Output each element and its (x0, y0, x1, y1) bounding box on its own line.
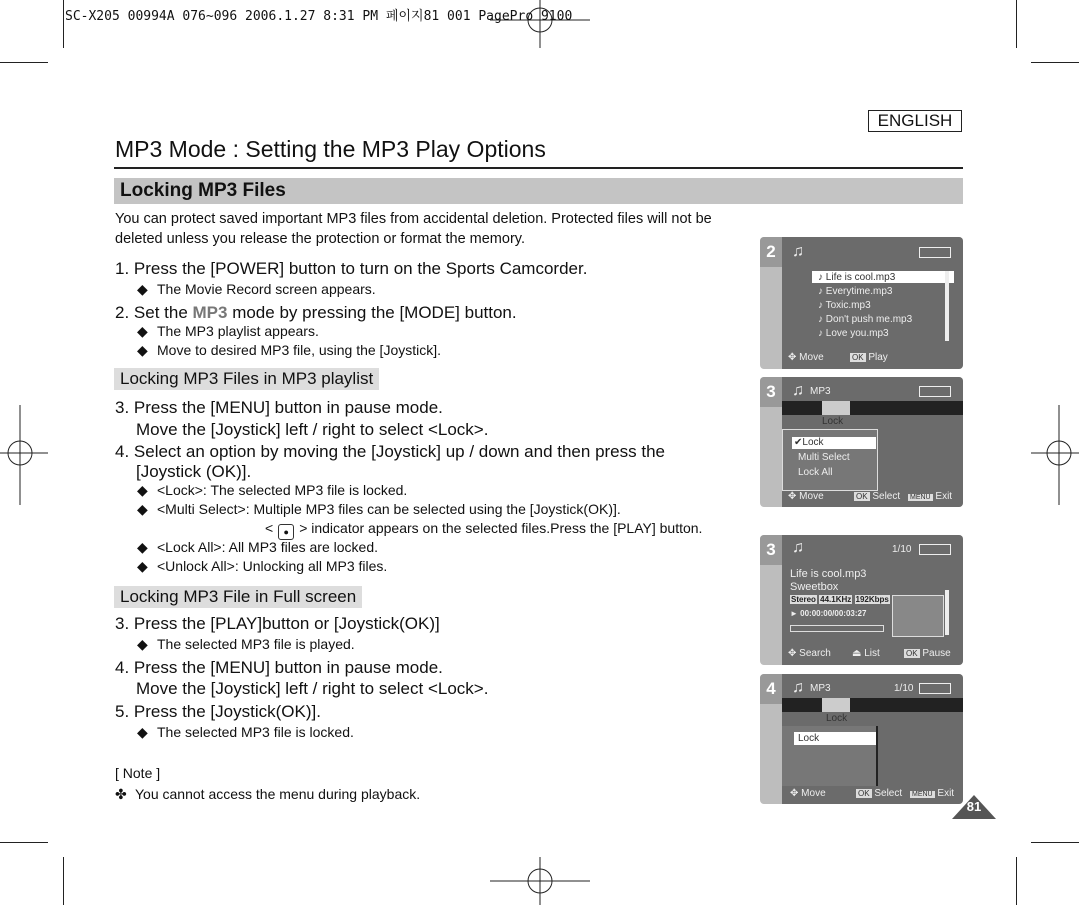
search-hint: ✥ Search (788, 648, 831, 659)
battery-icon (919, 247, 951, 258)
subheading-full-screen: Locking MP3 File in Full screen (114, 586, 362, 608)
music-note-icon: ♫ (792, 679, 804, 696)
menu-option[interactable]: Lock (798, 733, 820, 744)
lock-tab-icon[interactable] (822, 698, 850, 712)
lock-tab-icon[interactable] (822, 401, 850, 415)
select-hint: OK Select (858, 788, 903, 799)
menu-option[interactable]: Multi Select (798, 452, 850, 463)
play-hint: OK Play (852, 352, 888, 363)
option-multi-select-cont: < ● > indicator appears on the selected files.Press the [PLAY] button. (265, 520, 702, 540)
option-unlock-all: ◆ <Unlock All>: Unlocking all MP3 files. (137, 558, 388, 574)
step-3-playlist-cont: Move the [Joystick] left / right to select <Lock>. (136, 420, 489, 439)
step-4-playlist-cont: [Joystick (OK)]. (136, 462, 252, 481)
crop-mark (1016, 0, 1017, 48)
screen-number: 4 (760, 674, 782, 704)
option-multi-select: ◆ <Multi Select>: Multiple MP3 files can be selected using the [Joystick(OK)]. (137, 501, 621, 517)
track-title: Life is cool.mp3 (790, 568, 867, 580)
playlist-item[interactable]: ♪ Life is cool.mp3 (818, 272, 896, 283)
select-hint: OK Select (856, 491, 901, 502)
track-artist: Sweetbox (790, 581, 839, 593)
crop-mark (1031, 62, 1079, 63)
menu-option[interactable]: Lock All (798, 467, 833, 478)
step-4-playlist: 4. Select an option by moving the [Joystick] up / down and then press the (115, 442, 665, 461)
mode-label: MP3 (810, 683, 831, 694)
crop-mark (1031, 842, 1079, 843)
note-icon: ✤ (115, 786, 127, 802)
crop-mark (0, 62, 48, 63)
language-badge: ENGLISH (868, 110, 962, 132)
option-lock-all: ◆ <Lock All>: All MP3 files are locked. (137, 539, 378, 555)
playlist-item[interactable]: ♪ Everytime.mp3 (818, 286, 893, 297)
music-note-icon: ♫ (792, 382, 804, 399)
music-note-icon: ♫ (792, 243, 804, 260)
step-5-full: 5. Press the [Joystick(OK)]. (115, 702, 321, 721)
list-hint: ⏏ List (852, 648, 880, 659)
move-hint: ✥ Move (788, 352, 824, 363)
scrollbar[interactable] (945, 271, 949, 341)
progress-bar[interactable] (790, 625, 884, 632)
exit-hint: MENU Exit (912, 788, 955, 799)
move-hint: ✥ Move (788, 491, 824, 502)
playlist-item[interactable]: ♪ Don't push me.mp3 (818, 314, 913, 325)
exit-hint: MENU Exit (910, 491, 953, 502)
screenshot-playlist (760, 237, 963, 369)
menu-title: Lock (826, 713, 848, 724)
subheading-playlist: Locking MP3 Files in MP3 playlist (114, 368, 379, 390)
step-1-note: ◆ The Movie Record screen appears. (137, 281, 376, 297)
step-4-full-cont: Move the [Joystick] left / right to select <Lock>. (136, 679, 489, 698)
playlist-item[interactable]: ♪ Toxic.mp3 (818, 300, 871, 311)
intro-text: You can protect saved important MP3 files from accidental deletion. Protected files will not be deleted unless you release the protection or format the memory. (115, 211, 712, 247)
volume-bar[interactable] (945, 590, 949, 635)
step-4-full: 4. Press the [MENU] button in pause mode. (115, 658, 443, 677)
screenshot-full-screen-lock (760, 674, 963, 804)
crop-mark (0, 842, 48, 843)
lock-icon: ● (278, 524, 294, 540)
screen-number: 3 (760, 377, 782, 407)
screenshot-lock-menu (760, 377, 963, 507)
registration-mark-bottom (490, 857, 590, 905)
battery-icon (919, 386, 951, 397)
step-2-note-2: ◆ Move to desired MP3 file, using the [Joystick]. (137, 342, 442, 358)
music-note-icon: ♫ (792, 539, 804, 556)
step-2-note-1: ◆ The MP3 playlist appears. (137, 323, 319, 339)
note-label: [ Note ] (115, 765, 161, 781)
step-1: 1. Press the [POWER] button to turn on the Sports Camcorder. (115, 259, 588, 278)
title-rule (114, 167, 963, 169)
step-5-full-note: ◆ The selected MP3 file is locked. (137, 724, 354, 740)
step-3-full-note: ◆ The selected MP3 file is played. (137, 636, 355, 652)
audio-tags: Stereo 44.1KHz 192Kbps (791, 595, 889, 604)
playlist-item[interactable]: ♪ Love you.mp3 (818, 328, 889, 339)
pause-hint: OK Pause (906, 648, 951, 659)
battery-icon (919, 544, 951, 555)
screen-number: 2 (760, 237, 782, 267)
move-hint: ✥ Move (790, 788, 826, 799)
menu-option[interactable]: ✔Lock (794, 437, 824, 448)
registration-mark-left (0, 405, 48, 505)
track-counter: 1/10 (892, 544, 912, 555)
mode-label: MP3 (810, 386, 831, 397)
crop-mark (63, 857, 64, 905)
note-text: ✤ You cannot access the menu during playback. (115, 786, 421, 802)
screen-number: 3 (760, 535, 782, 565)
equalizer-graphic (892, 595, 944, 637)
print-header: SC-X205 00994A 076~096 2006.1.27 8:31 PM 페이지81 001 PagePro 9100 (65, 9, 573, 24)
step-2: 2. Set the MP3 mode by pressing the [MODE] button. (115, 303, 517, 322)
menu-title: Lock (822, 416, 844, 427)
step-3-playlist: 3. Press the [MENU] button in pause mode. (115, 398, 443, 417)
track-counter: 1/10 (894, 683, 914, 694)
page-number: 81 (966, 799, 982, 814)
option-lock: ◆ <Lock>: The selected MP3 file is locked. (137, 482, 408, 498)
registration-mark-right (1031, 405, 1079, 505)
crop-mark (63, 0, 64, 48)
battery-icon (919, 683, 951, 694)
page-title: MP3 Mode : Setting the MP3 Play Options (115, 136, 546, 162)
screenshot-playback (760, 535, 963, 665)
section-title: Locking MP3 Files (114, 178, 963, 204)
play-time: ► 00:00:00/00:03:27 (790, 609, 867, 618)
crop-mark (1016, 857, 1017, 905)
step-3-full: 3. Press the [PLAY]button or [Joystick(OK)] (115, 614, 440, 633)
